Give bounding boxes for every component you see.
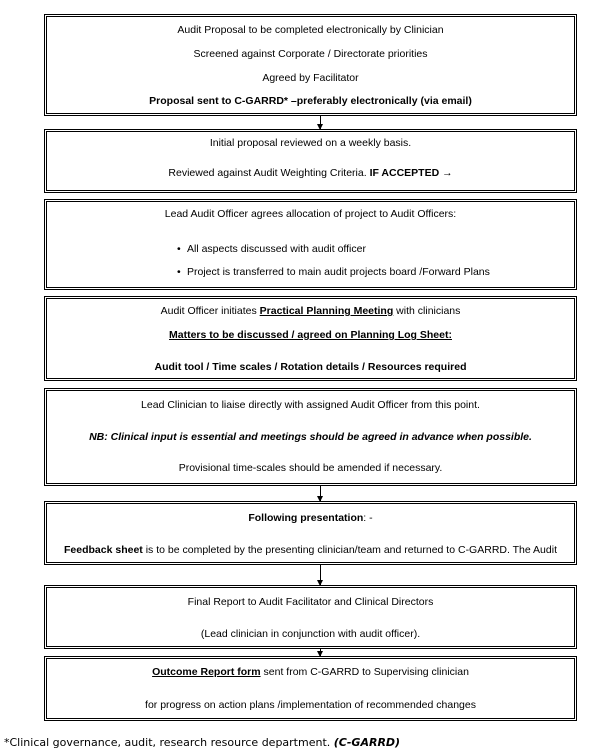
- step-text-part: with clinicians: [393, 305, 461, 317]
- bullet-item: [177, 243, 366, 256]
- bullet-text: Project is transferred to main audit projects board /Forward Plans: [187, 266, 490, 278]
- step-text: Agreed by Facilitator: [262, 72, 359, 84]
- step-text: [47, 305, 574, 318]
- flow-arrow: [320, 116, 321, 129]
- step-text-part: : -: [363, 512, 373, 524]
- bullet-item: [177, 266, 490, 279]
- step-text: Provisional time-scales should be amended if necessary.: [178, 462, 443, 474]
- footnote-abbreviation: (C-GARRD): [333, 736, 401, 749]
- bullet-icon: •: [177, 243, 181, 255]
- step-text-bold: Proposal sent to C-GARRD* –preferably electronically (via email): [149, 95, 472, 107]
- flow-arrow: [320, 565, 321, 585]
- step-box-review: [44, 129, 577, 193]
- step-text: for progress on action plans /implementation of recommended changes: [145, 699, 476, 711]
- flow-arrow: [320, 486, 321, 501]
- step-text-bold: Matters to be discussed / agreed on Planning Log Sheet:: [169, 329, 452, 341]
- step-text-part: sent from C-GARRD to Supervising clinician: [260, 666, 469, 678]
- step-box-allocation: [44, 199, 577, 290]
- step-text: (Lead clinician in conjunction with audit officer).: [200, 628, 421, 640]
- step-box-outcome: [44, 656, 577, 721]
- step-box-proposal: [44, 14, 577, 116]
- step-text-part: Audit Officer initiates: [160, 305, 260, 317]
- step-text-note: NB: Clinical input is essential and meetings should be agreed in advance when possible.: [89, 431, 532, 443]
- step-box-presentation: [44, 501, 577, 565]
- step-text: [47, 512, 574, 525]
- step-text: Screened against Corporate / Directorate priorities: [193, 48, 428, 60]
- step-text: Lead Audit Officer agrees allocation of project to Audit Officers:: [164, 208, 457, 220]
- step-box-liaison: [44, 388, 577, 486]
- step-text-part: Following presentation: [248, 512, 364, 524]
- outcome-report-label: Outcome Report form: [152, 666, 261, 678]
- step-text: Initial proposal reviewed on a weekly basis.: [209, 137, 412, 149]
- step-box-final-report: [44, 585, 577, 649]
- feedback-sheet-label: Feedback sheet: [64, 544, 143, 556]
- footnote: [4, 737, 400, 749]
- step-text: Audit Proposal to be completed electronically by Clinician: [177, 24, 444, 36]
- accepted-label: IF ACCEPTED →: [369, 167, 453, 179]
- bullet-icon: •: [177, 266, 181, 278]
- planning-meeting-label: Practical Planning Meeting: [259, 305, 394, 317]
- step-box-planning: [44, 296, 577, 381]
- step-text-part: is to be completed by the presenting clinician/team and returned to C-GARRD. The Audit: [142, 544, 557, 556]
- step-text: Final Report to Audit Facilitator and Clinical Directors: [187, 596, 434, 608]
- bullet-text: All aspects discussed with audit officer: [187, 243, 366, 255]
- step-text: [47, 544, 574, 557]
- step-text-part: Reviewed against Audit Weighting Criteria.: [168, 167, 370, 179]
- step-text: [47, 666, 574, 679]
- step-text-bold: Audit tool / Time scales / Rotation details / Resources required: [154, 361, 467, 373]
- flow-arrow: [320, 649, 321, 656]
- step-text: [47, 167, 574, 180]
- step-text: Lead Clinician to liaise directly with assigned Audit Officer from this point.: [141, 399, 480, 411]
- footnote-text: *Clinical governance, audit, research resource department.: [4, 736, 334, 749]
